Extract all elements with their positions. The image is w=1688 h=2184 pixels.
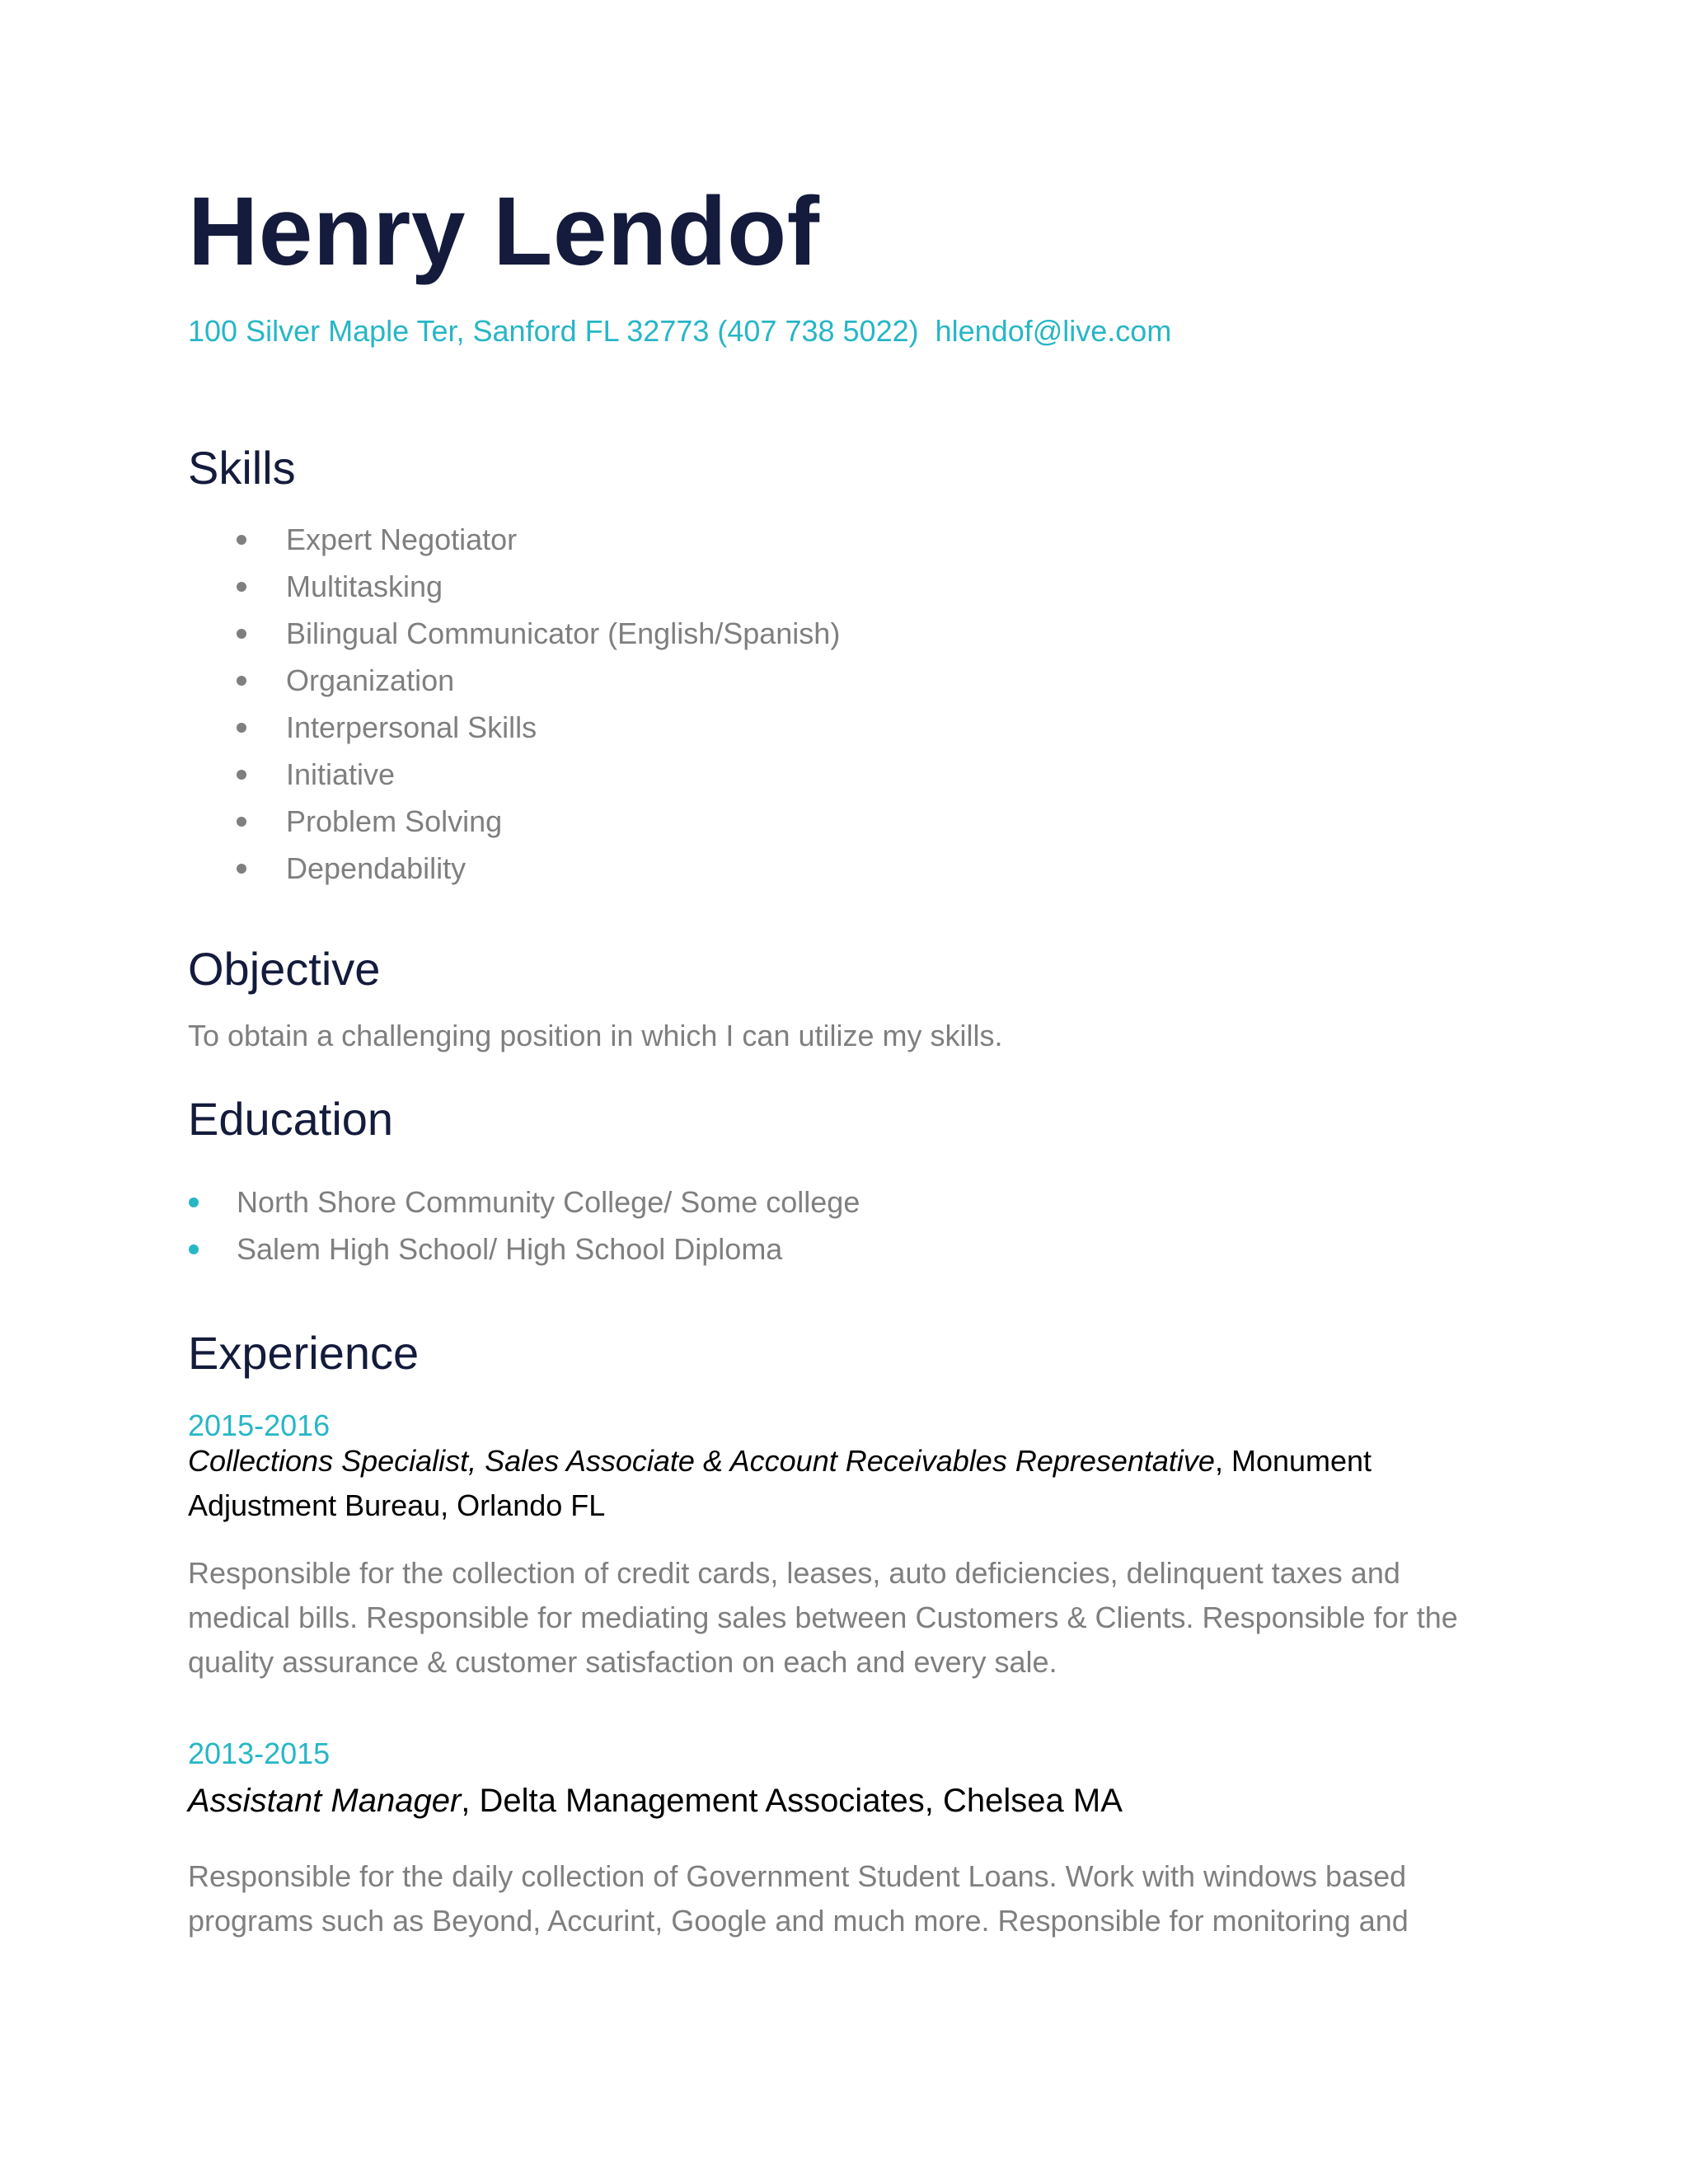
bullet-icon xyxy=(237,864,246,874)
list-item: North Shore Community College/ Some college xyxy=(188,1179,860,1226)
list-item: Multitasking xyxy=(188,563,840,610)
job-2-role xyxy=(188,1784,1123,1817)
objective-text: To obtain a challenging position in which I can utilize my skills. xyxy=(188,1019,1003,1052)
education-list xyxy=(188,1179,860,1272)
list-item: Organization xyxy=(188,657,840,704)
skills-list xyxy=(188,516,840,892)
objective-heading: Objective xyxy=(188,943,381,995)
contact-line xyxy=(188,313,1171,349)
list-item: Interpersonal Skills xyxy=(188,704,840,751)
contact-address: 100 Silver Maple Ter, Sanford FL 32773 xyxy=(188,314,710,348)
list-item: Problem Solving xyxy=(188,798,840,845)
list-item: Expert Negotiator xyxy=(188,516,840,563)
bullet-icon xyxy=(237,770,246,780)
candidate-name: Henry Lendof xyxy=(188,177,820,286)
job-2-description: Responsible for the daily collection of Government Student Loans. Work with windows based programs such as Beyond, Accurint, Google and much more. Responsible for monitoring and xyxy=(188,1859,1409,1938)
job-1-title: Collections Specialist, Sales Associate & Account Receivables Representative xyxy=(188,1444,1215,1478)
list-item: Salem High School/ High School Diploma xyxy=(188,1226,860,1272)
skills-heading: Skills xyxy=(188,442,296,494)
list-item: Dependability xyxy=(188,845,840,892)
job-1-dates: 2015-2016 xyxy=(188,1408,331,1442)
bullet-icon xyxy=(189,1197,199,1207)
bullet-icon xyxy=(237,723,246,733)
education-heading: Education xyxy=(188,1093,394,1145)
job-2-title: Assistant Manager xyxy=(188,1783,462,1819)
list-item: Initiative xyxy=(188,751,840,798)
bullet-icon xyxy=(189,1244,199,1254)
bullet-icon xyxy=(237,817,246,827)
contact-phone: (407 738 5022) xyxy=(717,314,919,348)
contact-email[interactable]: hlendof@live.com xyxy=(935,314,1172,348)
job-2-employer: , Delta Management Associates, Chelsea MA xyxy=(461,1783,1123,1819)
bullet-icon xyxy=(237,582,246,592)
bullet-icon xyxy=(237,535,246,545)
list-item: Bilingual Communicator (English/Spanish) xyxy=(188,610,840,657)
bullet-icon xyxy=(237,676,246,686)
job-1-employer: , Monument Adjustment Bureau, Orlando FL xyxy=(188,1444,1372,1522)
job-1-description: Responsible for the collection of credit cards, leases, auto deficiencies, delinquent taxes and medical bills. Responsible for mediating sales between Customers & Clients. Responsible for the quality assurance & customer satisfaction on each and every sale. xyxy=(188,1556,1458,1679)
job-1-role xyxy=(188,1439,1424,1528)
job-2-dates: 2013-2015 xyxy=(188,1736,331,1770)
experience-heading: Experience xyxy=(188,1327,420,1379)
bullet-icon xyxy=(237,629,246,639)
